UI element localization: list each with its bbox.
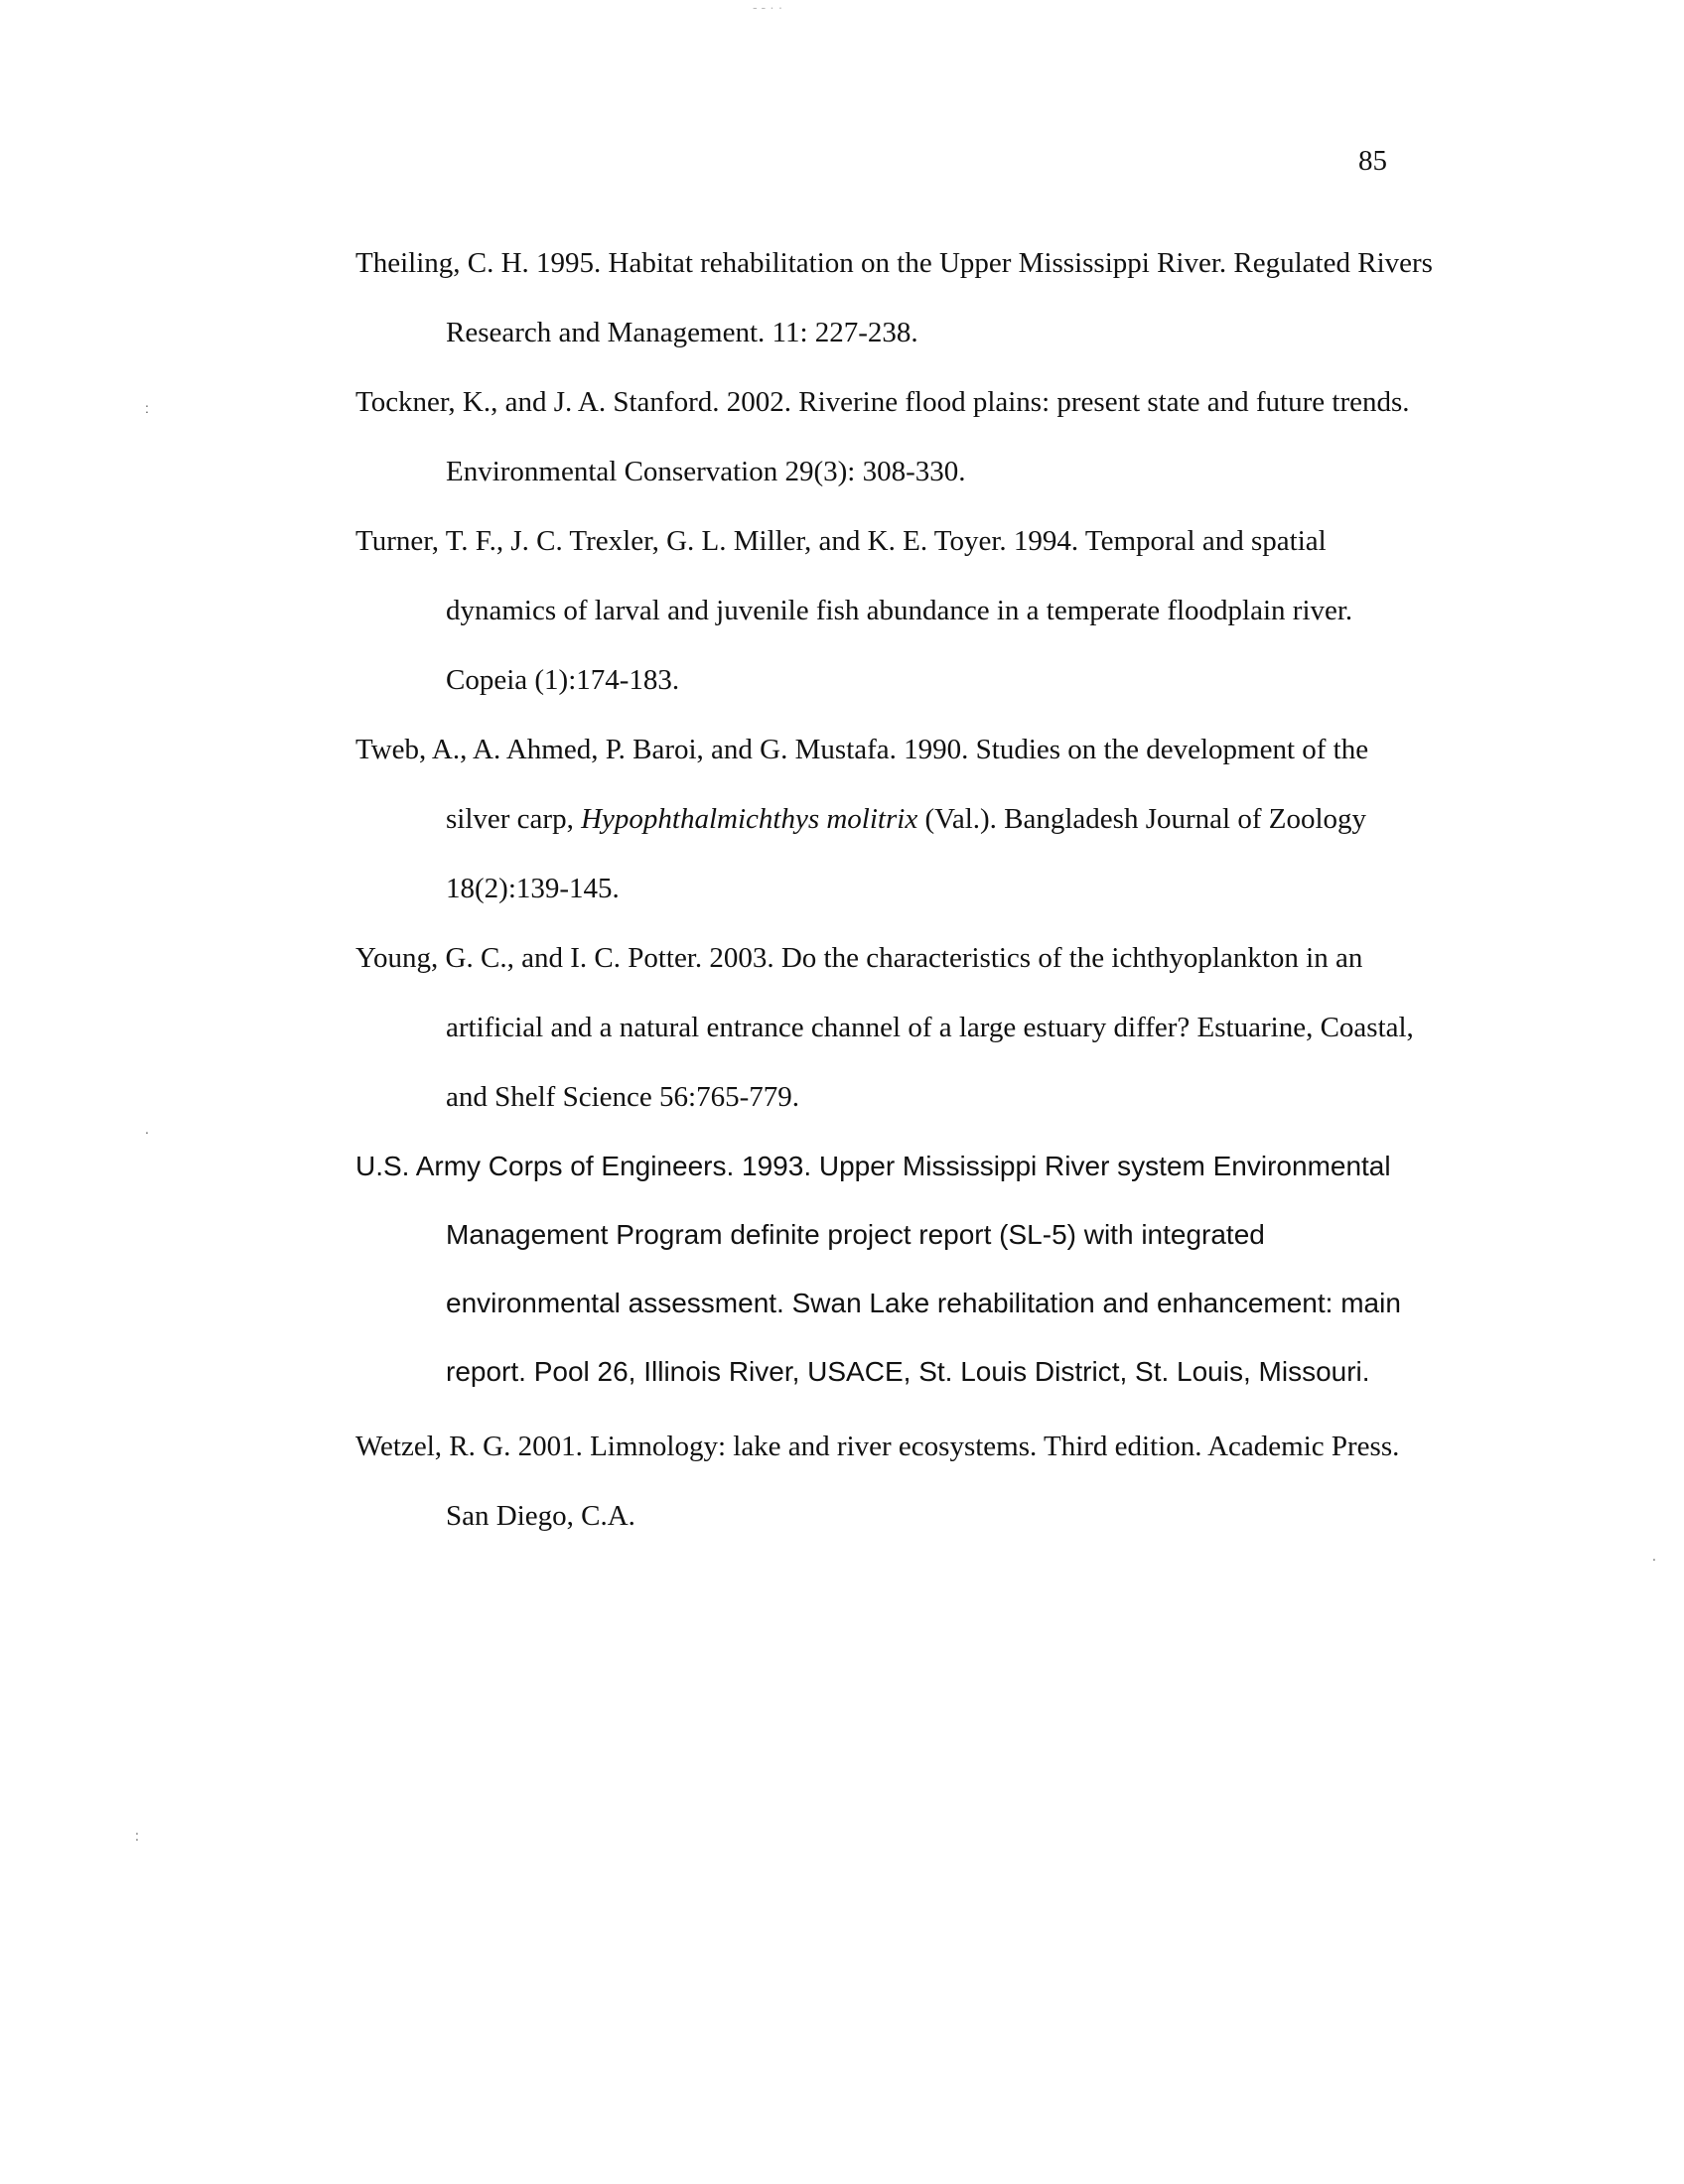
reference-entry bbox=[355, 1412, 1438, 1551]
reference-text: Turner, T. F., J. C. Trexler, G. L. Miller, and K. E. Toyer. 1994. Temporal and spatial dynamics of larval and juvenile fish abundance in a temperate floodplain river. Copeia (1):174-183. bbox=[355, 525, 1353, 696]
scan-mark: : bbox=[145, 400, 149, 416]
reference-entry bbox=[355, 1132, 1438, 1406]
scan-mark: - - · · bbox=[753, 0, 783, 15]
scan-mark: . bbox=[145, 1121, 149, 1137]
reference-text: Tweb, A., A. Ahmed, P. Baroi, and G. Mustafa. 1990. Studies on the development of the silver carp, bbox=[355, 734, 1369, 835]
reference-text: Theiling, C. H. 1995. Habitat rehabilitation on the Upper Mississippi River. Regulated Rivers Research and Management. 11: 227-238. bbox=[355, 247, 1433, 348]
scan-mark: : bbox=[135, 1828, 139, 1843]
species-name: Hypophthalmichthys molitrix bbox=[581, 803, 918, 835]
reference-text: Tockner, K., and J. A. Stanford. 2002. Riverine flood plains: present state and future trends. Environmental Conservation 29(3): 308-330. bbox=[355, 386, 1410, 487]
page-number: 85 bbox=[1358, 145, 1387, 177]
reference-text-end: (Val.). Bangladesh Journal of Zoology 18(2):139-145. bbox=[446, 803, 1367, 904]
reference-text: Wetzel, R. G. 2001. Limnology: lake and river ecosystems. Third edition. Academic Press. San Diego, C.A. bbox=[355, 1431, 1400, 1532]
reference-entry bbox=[355, 506, 1438, 715]
reference-text: U.S. Army Corps of Engineers. 1993. Upper Mississippi River system Environmental Management Program definite project report (SL-5) with integrated environmental assessment. Swan Lake rehabilitation and enhancement: main report. Pool 26, Illinois River, USACE, St. Louis District, St. Louis, Missouri. bbox=[355, 1151, 1401, 1387]
reference-list bbox=[355, 228, 1438, 1551]
reference-entry bbox=[355, 228, 1438, 367]
reference-text: Young, G. C., and I. C. Potter. 2003. Do the characteristics of the ichthyoplankton in an artificial and a natural entrance channel of a large estuary differ? Estuarine, Coastal, and Shelf Science 56:765-779. bbox=[355, 942, 1414, 1113]
reference-entry bbox=[355, 367, 1438, 506]
reference-entry bbox=[355, 715, 1438, 923]
scan-mark: . bbox=[1652, 1548, 1656, 1564]
reference-entry bbox=[355, 923, 1438, 1132]
